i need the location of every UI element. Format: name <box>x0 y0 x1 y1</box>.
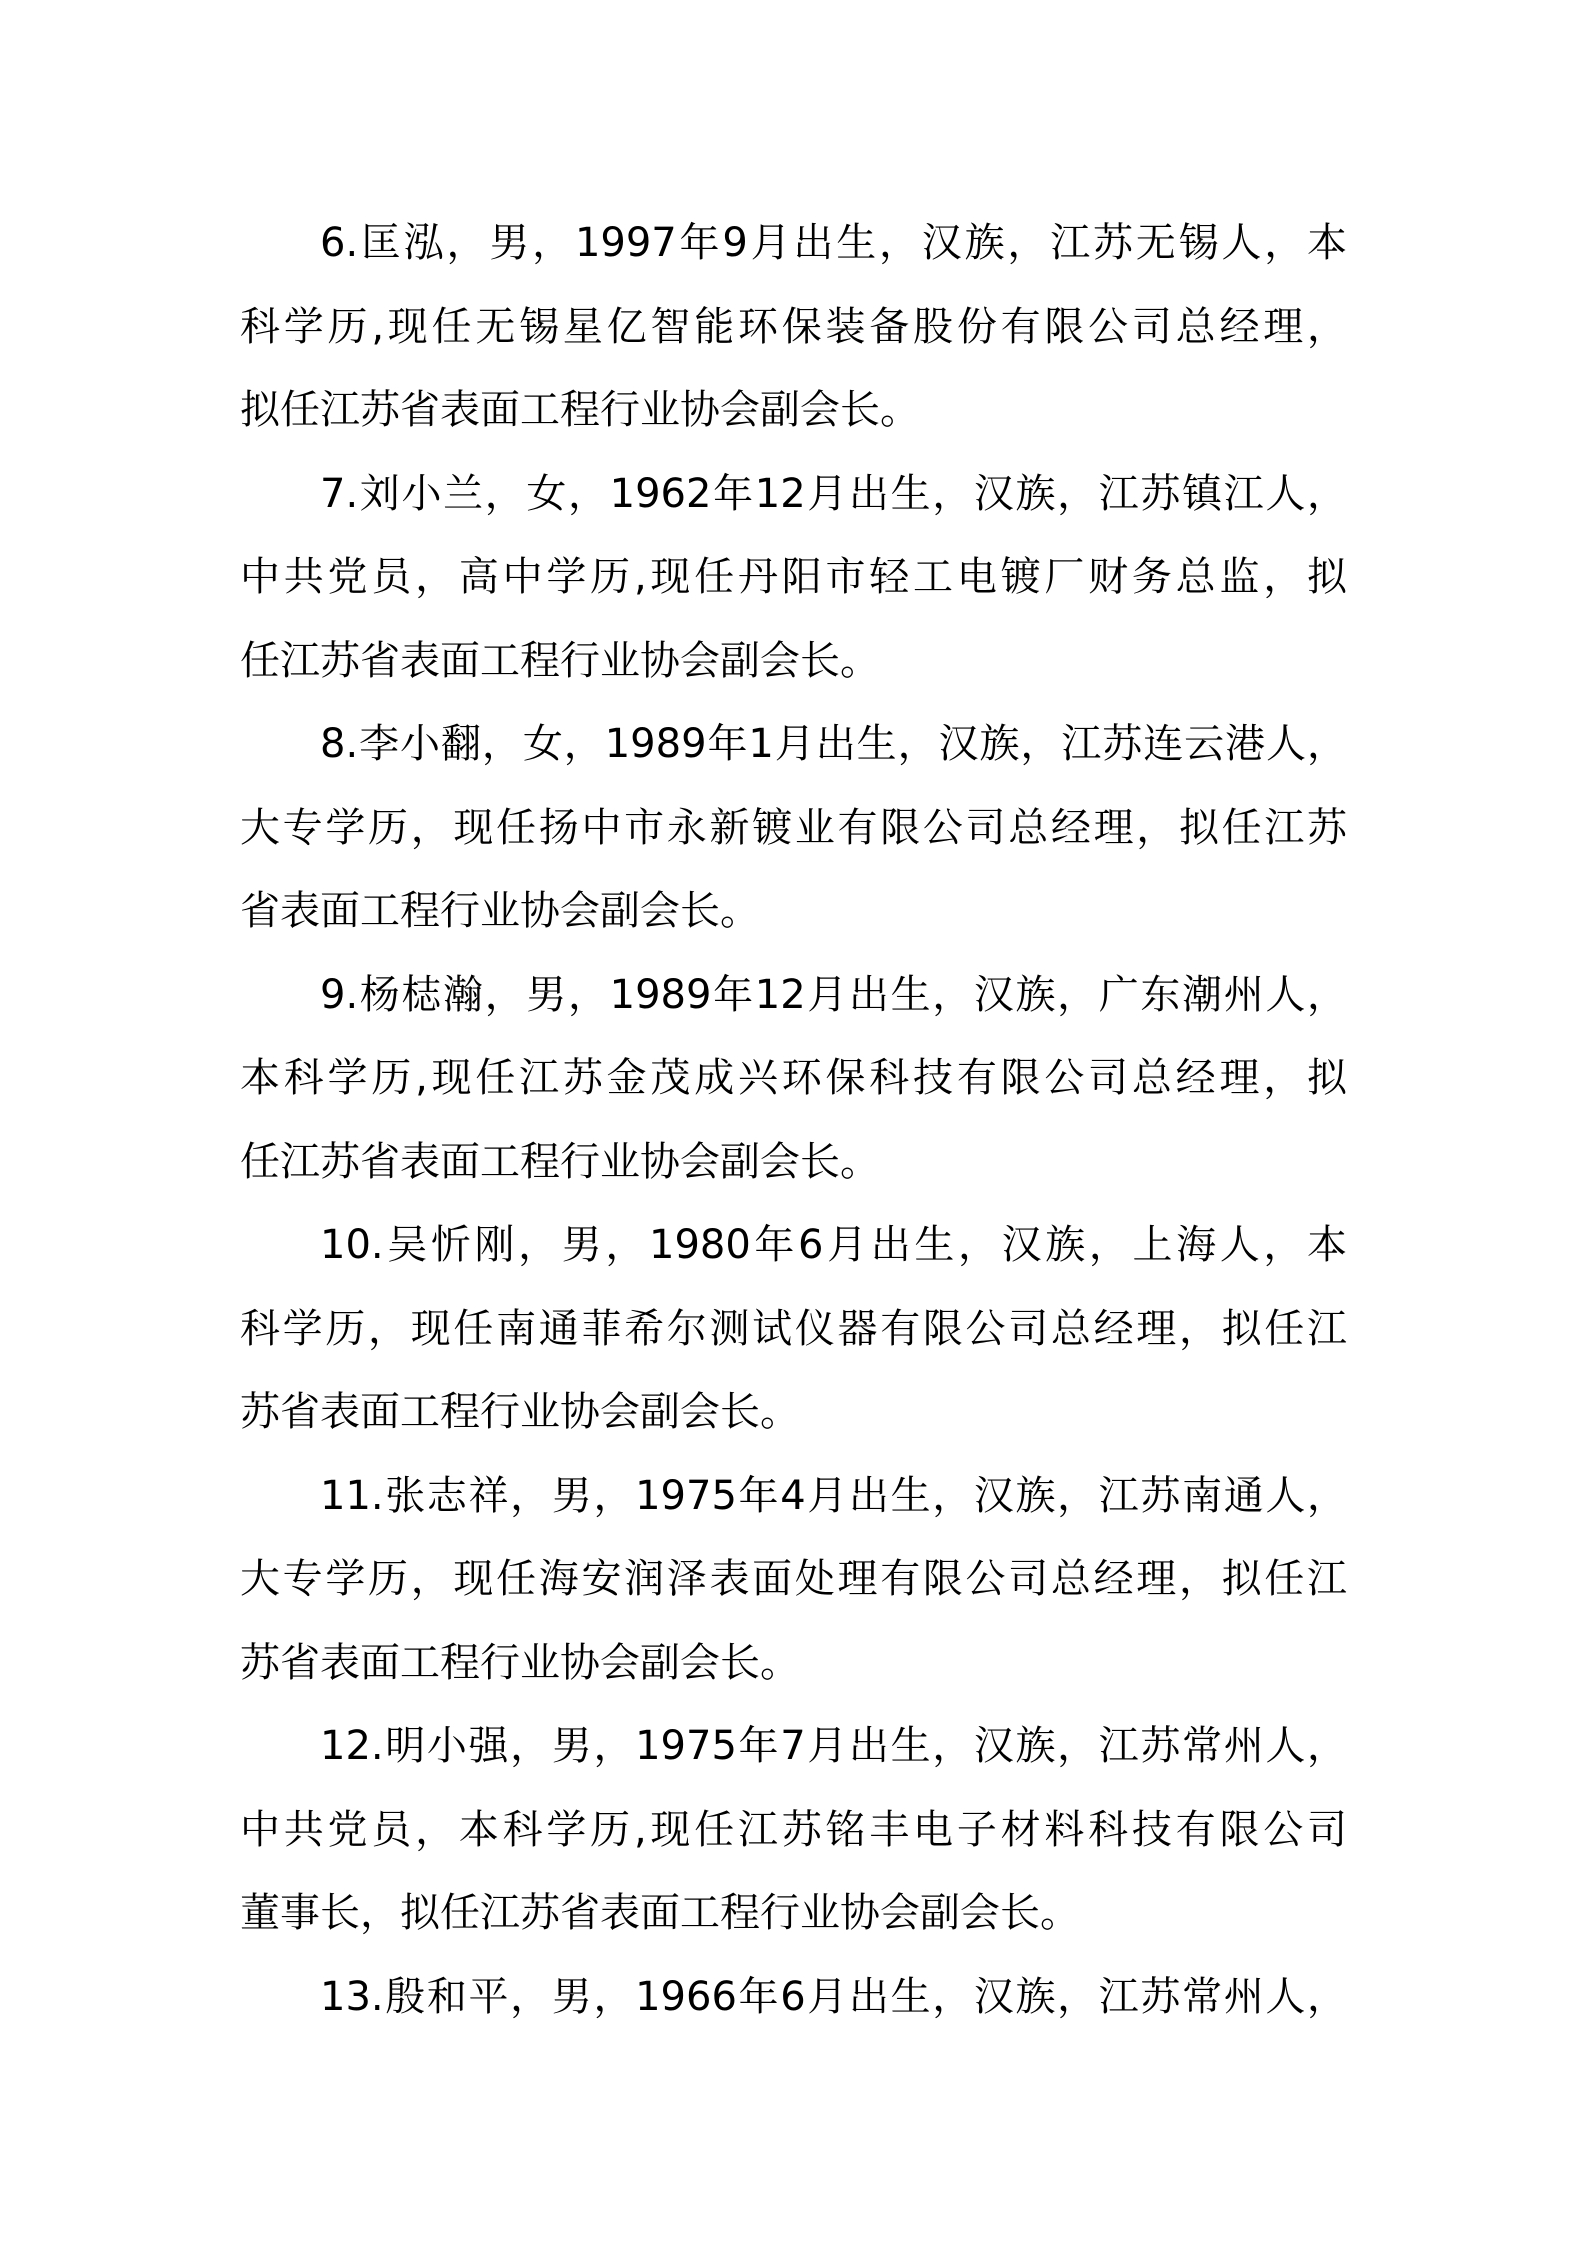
paragraph-line: 中共党员，本科学历,现任江苏铭丰电子材料科技有限公司 <box>240 1806 1347 1853</box>
paragraph-line: 13.殷和平，男，1966年6月出生，汉族，江苏常州人， <box>320 1973 1347 2020</box>
paragraph-line: 12.明小强，男，1975年7月出生，汉族，江苏常州人， <box>320 1723 1347 1769</box>
paragraph-8 <box>240 703 1347 954</box>
paragraph-line: 科学历,现任无锡星亿智能环保装备股份有限公司总经理， <box>240 303 1347 350</box>
paragraph-6 <box>240 202 1347 453</box>
paragraph-line: 大专学历，现任海安润泽表面处理有限公司总经理，拟任江 <box>240 1556 1347 1602</box>
document-body <box>240 202 1347 2039</box>
paragraph-line: 10.吴忻刚，男，1980年6月出生，汉族，上海人，本 <box>320 1222 1347 1268</box>
paragraph-line: 8.李小翻，女，1989年1月出生，汉族，江苏连云港人， <box>320 721 1347 767</box>
paragraph-7 <box>240 453 1347 704</box>
paragraph-line: 11.张志祥，男，1975年4月出生，汉族，江苏南通人， <box>320 1472 1347 1519</box>
paragraph-11 <box>240 1455 1347 1706</box>
paragraph-line: 7.刘小兰，女，1962年12月出生，汉族，江苏镇江人， <box>320 470 1347 517</box>
paragraph-9 <box>240 954 1347 1205</box>
paragraph-line: 中共党员，高中学历,现任丹阳市轻工电镀厂财务总监，拟 <box>240 554 1347 600</box>
paragraph-13 <box>240 1956 1347 2040</box>
paragraph-line: 任江苏省表面工程行业协会副会长。 <box>240 1138 880 1185</box>
paragraph-line: 大专学历，现任扬中市永新镀业有限公司总经理，拟任江苏 <box>240 804 1347 851</box>
paragraph-line: 省表面工程行业协会副会长。 <box>240 888 760 934</box>
paragraph-line: 拟任江苏省表面工程行业协会副会长。 <box>240 387 920 433</box>
paragraph-line: 董事长，拟任江苏省表面工程行业协会副会长。 <box>240 1890 1080 1936</box>
paragraph-line: 任江苏省表面工程行业协会副会长。 <box>240 637 880 684</box>
paragraph-line: 6.匡泓，男，1997年9月出生，汉族，江苏无锡人，本 <box>320 220 1347 266</box>
paragraph-line: 苏省表面工程行业协会副会长。 <box>240 1639 800 1686</box>
paragraph-12 <box>240 1705 1347 1956</box>
paragraph-10 <box>240 1204 1347 1455</box>
paragraph-line: 科学历，现任南通菲希尔测试仪器有限公司总经理，拟任江 <box>240 1305 1347 1352</box>
paragraph-line: 9.杨梽瀚，男，1989年12月出生，汉族，广东潮州人， <box>320 971 1347 1018</box>
paragraph-line: 本科学历,现任江苏金茂成兴环保科技有限公司总经理，拟 <box>240 1055 1347 1101</box>
paragraph-line: 苏省表面工程行业协会副会长。 <box>240 1389 800 1435</box>
